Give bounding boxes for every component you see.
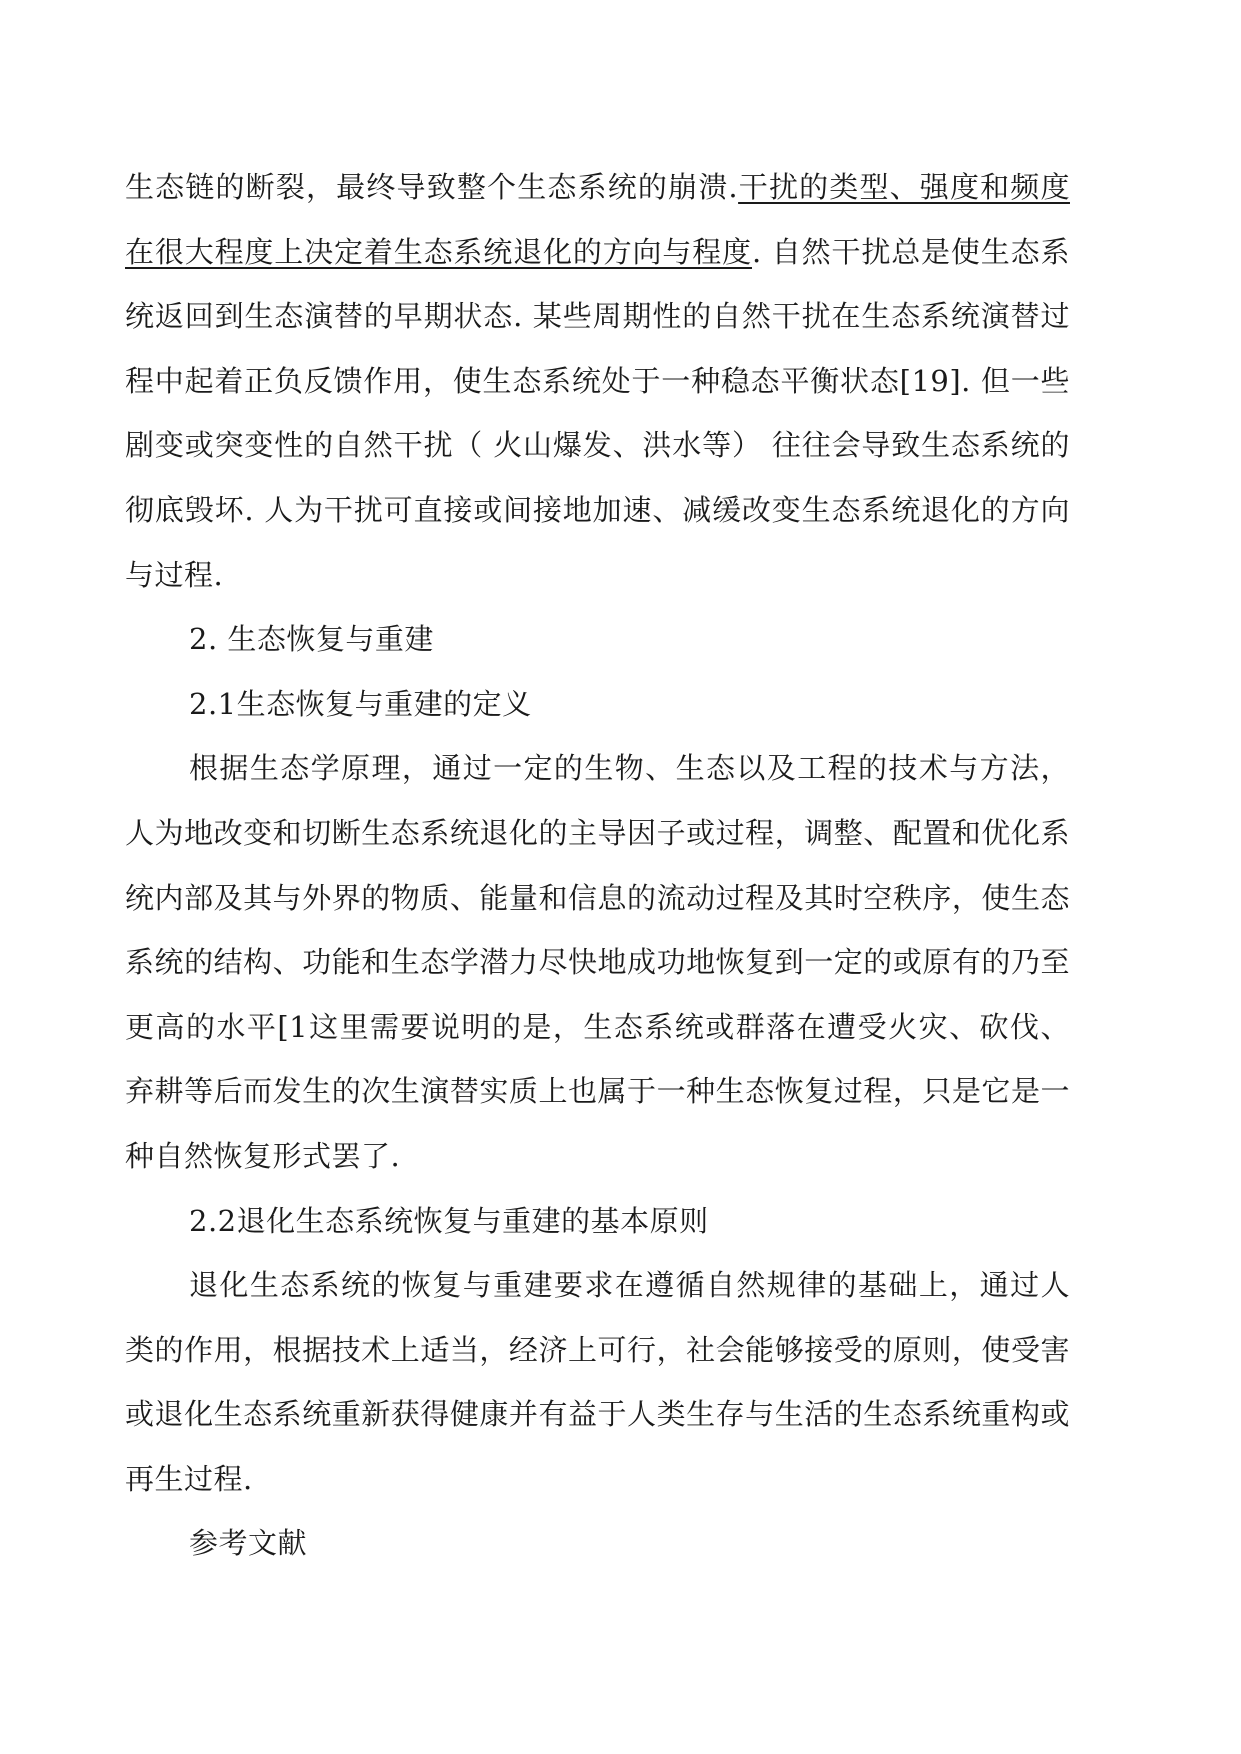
subsection-heading: 2.2退化生态系统恢复与重建的基本原则 (189, 1203, 709, 1238)
underlined-text: 干扰的类型、强度和频度在很大程度上决定着生态系统退化的方向与程度 (125, 170, 1070, 269)
paragraph-definition: 根据生态学原理，通过一定的生物、生态以及工程的技术与方法，人为地改变和切断生态系统退化的主导因子或过程，调整、配置和优化系统内部及其与外界的物质、能量和信息的流动过程及其时空秩序，使生态系统的结构、功能和生态学潜力尽快地成功地恢复到一定的或原有的乃至更高的水平[1这里需要说明的是，生态系统或群落在遭受火灾、砍伐、弃耕等后而发生的次生演替实质上也属于一种生态恢复过程，只是它是一种自然恢复形式罢了. (125, 751, 1070, 1173)
paragraph-text: 生态链的断裂，最终导致整个生态系统的崩溃. (125, 170, 739, 204)
paragraph-text: . 自然干扰总是使生态系统返回到生态演替的早期状态. 某些周期性的自然干扰在生态系统演替过程中起着正负反馈作用，使生态系统处于一种稳态平衡状态[19]. 但一些剧变或突变性的自然干扰（ 火山爆发、洪水等） 往往会导致生态系统的彻底毁坏. 人为干扰可直接或间接地加速、减缓改变生态系统退化的方向与过程. (125, 234, 1070, 592)
document-page (125, 155, 1070, 1576)
paragraph-disturbance (125, 155, 1070, 607)
references-heading: 参考文献 (189, 1526, 308, 1561)
section-heading: 2. 生态恢复与重建 (189, 622, 434, 657)
subsection-heading: 2.1生态恢复与重建的定义 (189, 686, 532, 721)
paragraph-principles: 退化生态系统的恢复与重建要求在遵循自然规律的基础上，通过人类的作用，根据技术上适当，经济上可行，社会能够接受的原则，使受害或退化生态系统重新获得健康并有益于人类生存与生活的生态系统重构或再生过程. (125, 1268, 1070, 1496)
